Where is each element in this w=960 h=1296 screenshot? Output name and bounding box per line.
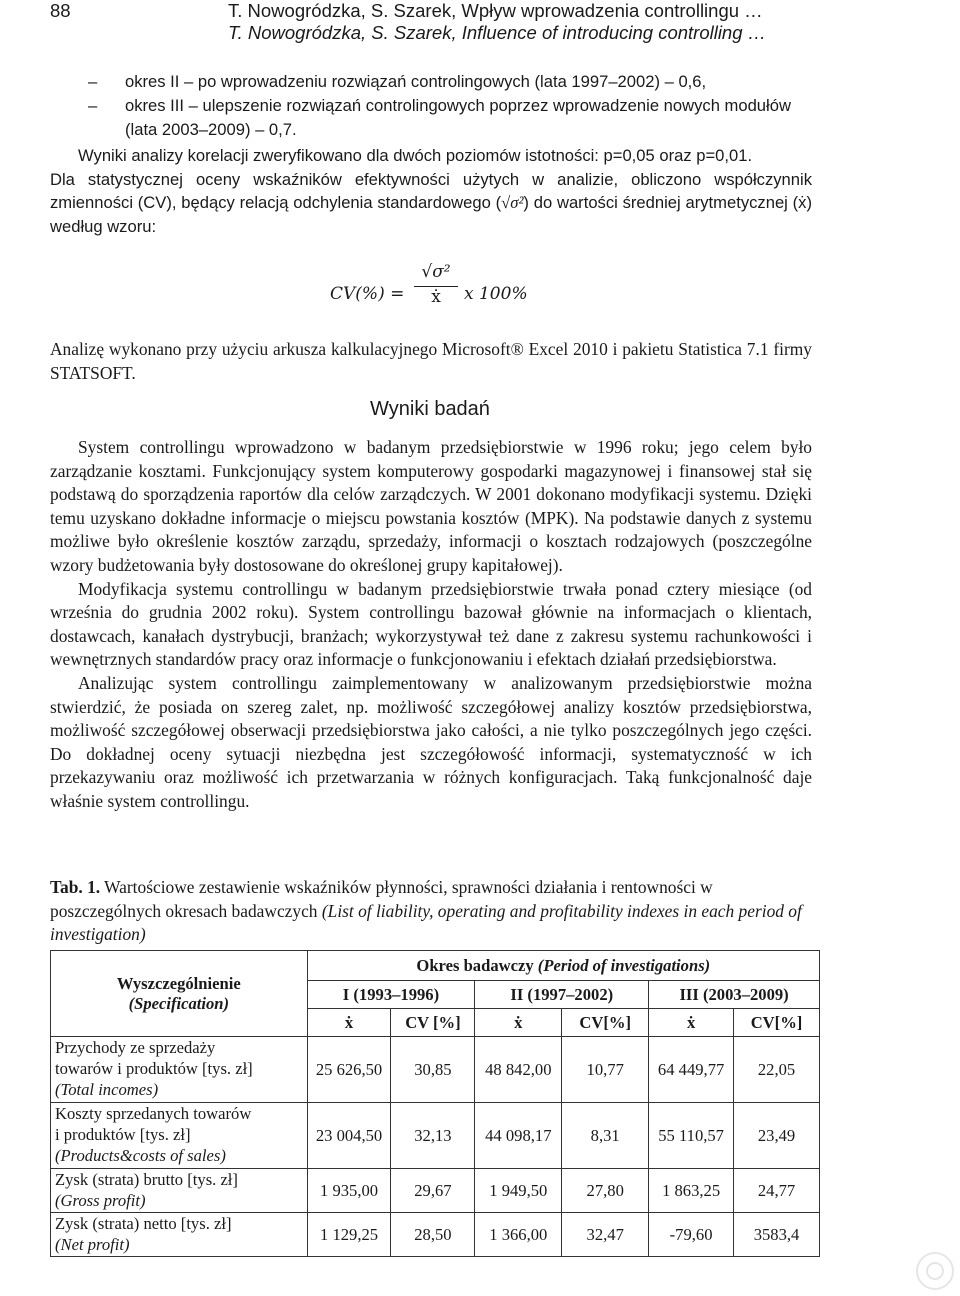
caption-text-en: (List of liability, operating and profitability indexes in each period of investigation): [50, 900, 802, 945]
results-text: [50, 436, 812, 814]
caption-text-pl: Wartościowe zestawienie wskaźników płynności, sprawności działania i rentowności w poszczególnych okresach badawczych: [50, 877, 713, 921]
header-period-3: III (2003–2009): [649, 981, 820, 1009]
cell: 1 863,25: [649, 1169, 734, 1213]
cv-formula: [330, 262, 570, 322]
cell: 10,77: [562, 1037, 649, 1103]
cell: 30,85: [391, 1037, 475, 1103]
results-paragraph: Modyfikacja systemu controllingu w badanym przedsiębiorstwie trwała ponad cztery miesiące (od września do grudnia 2002 roku). System controllingu bazował głównie na informacjach o klientach, dostawcach, kanałach dystrybucji, branżach; wykorzystywał też dane z zakresu systemu rachunkowości i wewnętrznych standardów pracy oraz informacje o funkcjonowaniu i efektach działań przedsiębiorstwa.: [50, 578, 812, 670]
caption-label: Tab. 1.: [50, 877, 101, 897]
subheader-cv: CV [%]: [391, 1009, 475, 1037]
subheader-mean: ẋ: [307, 1009, 391, 1037]
subheader-mean: ẋ: [475, 1009, 562, 1037]
cell: 24,77: [734, 1169, 820, 1213]
header-specification: Wyszczególnienie (Specification): [51, 951, 308, 1037]
cell: 1 935,00: [307, 1169, 391, 1213]
cell: 22,05: [734, 1037, 820, 1103]
formula-multiplier: x 100%: [464, 284, 528, 304]
cell: 23,49: [734, 1103, 820, 1169]
cell: 1 129,25: [307, 1213, 391, 1257]
paragraph-software: Analizę wykonano przy użyciu arkusza kalkulacyjnego Microsoft® Excel 2010 i pakietu Statistica 7.1 firmy STATSOFT.: [50, 339, 812, 383]
cell: 27,80: [562, 1169, 649, 1213]
formula-fraction: [414, 262, 458, 307]
cell: 29,67: [391, 1169, 475, 1213]
paragraph-cv: Dla statystycznej oceny wskaźników efektywności użytych w analizie, obliczono współczynnik zmienności (CV), będący relacją odchylenia standardowego (√σ²) do wartości średniej arytmetycznej (ẋ) według wzoru:: [50, 169, 812, 236]
cell: -79,60: [649, 1213, 734, 1257]
table-row: [51, 1213, 820, 1257]
results-paragraph: System controllingu wprowadzono w badanym przedsiębiorstwie w 1996 roku; jego celem było zarządzanie kosztami. Funkcjonujący system komputerowy gospodarki magazynowej i finansowej stał się podstawą do sporządzenia raportów dla celów zarządczych. W 2001 dokonano modyfikacji systemu. Dzięki temu uzyskano dokładne informacje o miejscu powstania kosztów (MPK). Na podstawie danych z systemu możliwe było określenie kosztów zarządu, sprzedaży, informacji o kosztach rodzajowych (poszczególne wzory budżetowania były dostosowane do określonej grupy kapitałowej).: [50, 437, 812, 575]
cell: 23 004,50: [307, 1103, 391, 1169]
results-paragraph: Analizując system controllingu zaimplementowany w analizowanym przedsiębiorstwie można stwierdzić, że posiada on szereg zalet, np. możliwość szczegółowej analizy kosztów przedsiębiorstwa, możliwość szczegółowej obserwacji przedsiębiorstwa jako całości, a nie tylko poszczególnych jego części. Do dokładnej oceny sytuacji niezbędna jest szczegółowość informacji, systematyczność w ich przekazywaniu oraz możliwość ich przetwarzania w różnych konfiguracjach. Taką funkcjonalność daje właśnie system controllingu.: [50, 672, 812, 811]
formula-denominator: ẋ: [431, 287, 441, 307]
header-period-1: I (1993–1996): [307, 981, 475, 1009]
cell: 1 949,50: [475, 1169, 562, 1213]
bullet-list: [50, 70, 820, 142]
row-label: Zysk (strata) brutto [tys. zł] (Gross profit): [51, 1169, 308, 1213]
header-period: Okres badawczy (Period of investigations): [307, 951, 819, 981]
table-row: [51, 1169, 820, 1213]
cell: 8,31: [562, 1103, 649, 1169]
cell: 44 098,17: [475, 1103, 562, 1169]
subheader-mean: ẋ: [649, 1009, 734, 1037]
cell: 1 366,00: [475, 1213, 562, 1257]
cell: 25 626,50: [307, 1037, 391, 1103]
table-row: [51, 1103, 820, 1169]
subheader-cv: CV[%]: [734, 1009, 820, 1037]
paragraph-correlation: Wyniki analizy korelacji zweryfikowano dla dwóch poziomów istotności: p=0,05 oraz p=0,01.: [78, 146, 753, 165]
corner-watermark-icon: [916, 1252, 954, 1290]
bullet-item: – okres III – ulepszenie rozwiązań controlingowych poprzez wprowadzenie nowych modułów (lata 2003–2009) – 0,7.: [88, 96, 791, 139]
subheader-cv: CV[%]: [562, 1009, 649, 1037]
table-row: [51, 1037, 820, 1103]
cell: 32,13: [391, 1103, 475, 1169]
data-table: [50, 950, 820, 1257]
table-caption: [50, 876, 812, 947]
bullet-text: okres II – po wprowadzeniu rozwiązań controlingowych (lata 1997–2002) – 0,6,: [125, 72, 707, 91]
bullet-item: – okres II – po wprowadzeniu rozwiązań controlingowych (lata 1997–2002) – 0,6,: [88, 72, 707, 91]
sigma-symbol: √σ²: [501, 193, 524, 212]
formula-numerator: √σ²: [414, 262, 458, 287]
page-number: 88: [50, 0, 71, 21]
header-title-pl: T. Nowogródzka, S. Szarek, Wpływ wprowadzenia controllingu …: [228, 0, 763, 21]
cell: 55 110,57: [649, 1103, 734, 1169]
cell: 64 449,77: [649, 1037, 734, 1103]
row-label: Zysk (strata) netto [tys. zł] (Net profit): [51, 1213, 308, 1257]
row-label: Przychody ze sprzedaży towarów i produktów [tys. zł] (Total incomes): [51, 1037, 308, 1103]
running-header: [0, 0, 960, 50]
cell: 28,50: [391, 1213, 475, 1257]
section-title: Wyniki badań: [370, 398, 490, 420]
header-title-en: T. Nowogródzka, S. Szarek, Influence of introducing controlling …: [228, 22, 767, 43]
formula-lhs: CV(%) =: [330, 284, 405, 304]
header-period-2: II (1997–2002): [475, 981, 649, 1009]
row-label: Koszty sprzedanych towarów i produktów [tys. zł] (Products&costs of sales): [51, 1103, 308, 1169]
bullet-text: okres III – ulepszenie rozwiązań controlingowych poprzez wprowadzenie nowych modułów (lata 2003–2009) – 0,7.: [125, 96, 791, 139]
methods-paragraph: [50, 144, 812, 238]
cell: 3583,4: [734, 1213, 820, 1257]
cell: 32,47: [562, 1213, 649, 1257]
cell: 48 842,00: [475, 1037, 562, 1103]
